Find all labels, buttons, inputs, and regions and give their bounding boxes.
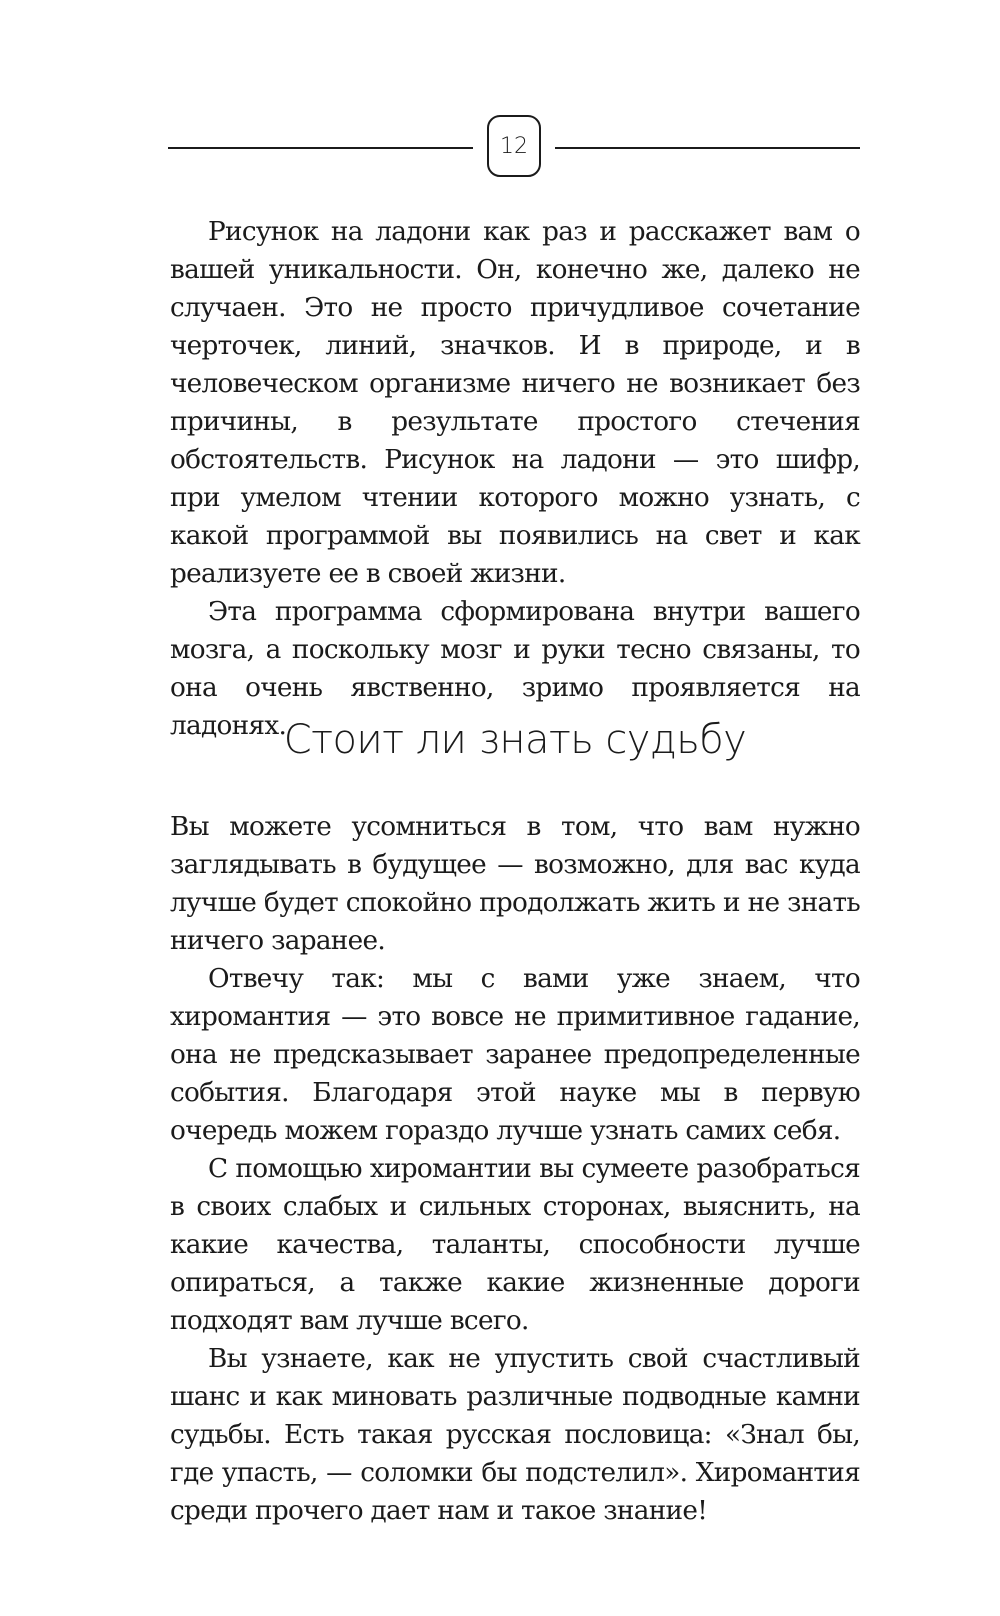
- paragraph: Рисунок на ладони как раз и расскажет вам о вашей уникальности. Он, конечно же, далеко не случаен. Это не просто причудливое сочетание черточек, линий, значков. И в природе, и в человеческом организме ничего не возникает без причины, в результате простого стечения обстоятельств. Рисунок на ладони — это шифр, при умелом чтении которого можно узнать, с какой программой вы появились на свет и как реализуете ее в своей жизни.: [170, 217, 860, 589]
- text-block-section: [170, 808, 860, 1530]
- page-number: 12: [487, 115, 541, 177]
- paragraph: С помощью хиромантии вы сумеете разобраться в своих слабых и сильных сторонах, выяснить, на какие качества, таланты, способности лучше опираться, а также какие жизненные дороги подходят вам лучше всего.: [170, 1154, 860, 1336]
- paragraph: Эта программа сформирована внутри вашего мозга, а поскольку мозг и руки тесно связаны, то она очень явственно, зримо проявляется на ладонях.: [170, 597, 860, 741]
- paragraph: Отвечу так: мы с вами уже знаем, что хиромантия — это вовсе не примитивное гадание, она не предсказывает заранее предопределенные события. Благодаря этой науке мы в первую очередь можем гораздо лучше узнать самих себя.: [170, 964, 860, 1146]
- text-block-intro: [170, 213, 860, 745]
- header-rule-left: [168, 147, 473, 149]
- section-heading: Стоит ли знать судьбу: [283, 717, 747, 763]
- paragraph: Вы узнаете, как не упустить свой счастливый шанс и как миновать различные подводные камни судьбы. Есть такая русская пословица: «Знал бы, где упасть, — соломки бы подстелил». Хиромантия среди прочего дает нам и такое знание!: [170, 1344, 860, 1526]
- header-rule-right: [555, 147, 860, 149]
- paragraph: Вы можете усомниться в том, что вам нужно заглядывать в будущее — возможно, для вас куда лучше будет спокойно продолжать жить и не знать ничего заранее.: [170, 812, 860, 956]
- page-header: [168, 115, 860, 179]
